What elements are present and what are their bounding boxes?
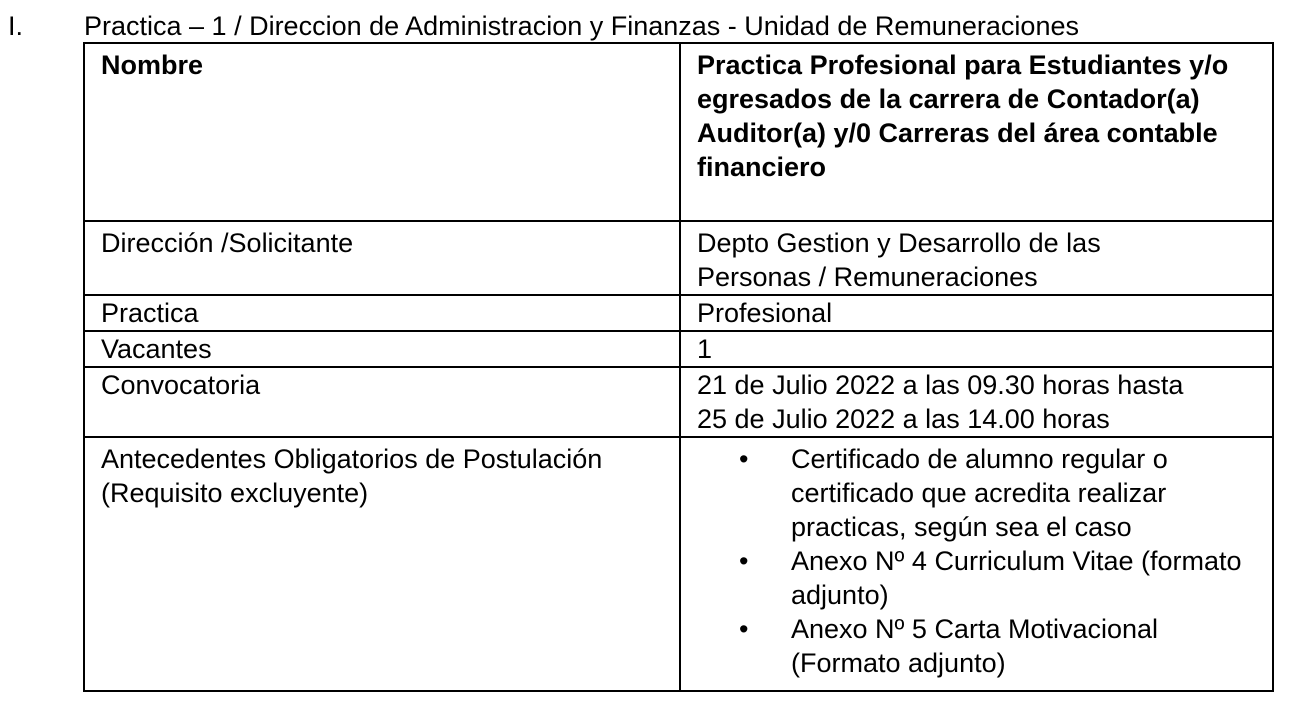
table-row (84, 43, 1273, 221)
section-heading (8, 10, 1288, 42)
section-number: I. (8, 11, 24, 41)
vacantes-value: 1 (680, 331, 1273, 367)
bullet-icon: • (739, 614, 749, 644)
nombre-value: Practica Profesional para Estudiantes y/o egresados de la carrera de Contador(a) Auditor(a) y/0 Carreras del área contable financiero (680, 43, 1273, 221)
table-row (84, 221, 1273, 295)
convocatoria-label: Convocatoria (84, 367, 680, 437)
section-title: Practica – 1 / Direccion de Administracion y Finanzas - Unidad de Remuneraciones (84, 11, 1079, 41)
list-item (681, 612, 1258, 680)
antecedentes-value (680, 437, 1273, 691)
table-row (84, 295, 1273, 331)
table-row (84, 437, 1273, 691)
bullet-icon: • (739, 444, 749, 474)
practica-label: Practica (84, 295, 680, 331)
direccion-label: Dirección /Solicitante (84, 221, 680, 295)
requirement-text: Anexo Nº 5 Carta Motivacional (Formato adjunto) (791, 614, 1159, 678)
table-row (84, 367, 1273, 437)
list-item (681, 544, 1258, 612)
antecedentes-label: Antecedentes Obligatorios de Postulación (Requisito excluyente) (84, 437, 680, 691)
requirements-list (681, 442, 1258, 680)
convocatoria-start: 21 de Julio 2022 a las 09.30 horas hasta (697, 370, 1184, 400)
vacantes-label: Vacantes (84, 331, 680, 367)
requirement-text: Certificado de alumno regular o certificado que acredita realizar practicas, según sea el caso (791, 444, 1168, 542)
nombre-label: Nombre (84, 43, 680, 221)
table-row (84, 331, 1273, 367)
convocatoria-value (680, 367, 1273, 437)
practica-value: Profesional (680, 295, 1273, 331)
requirement-text: Anexo Nº 4 Curriculum Vitae (formato adjunto) (791, 546, 1242, 610)
practice-details-table (83, 42, 1274, 692)
convocatoria-end: 25 de Julio 2022 a las 14.00 horas (697, 404, 1110, 434)
list-item (681, 442, 1258, 544)
direccion-value: Depto Gestion y Desarrollo de las Personas / Remuneraciones (680, 221, 1273, 295)
bullet-icon: • (739, 546, 749, 576)
